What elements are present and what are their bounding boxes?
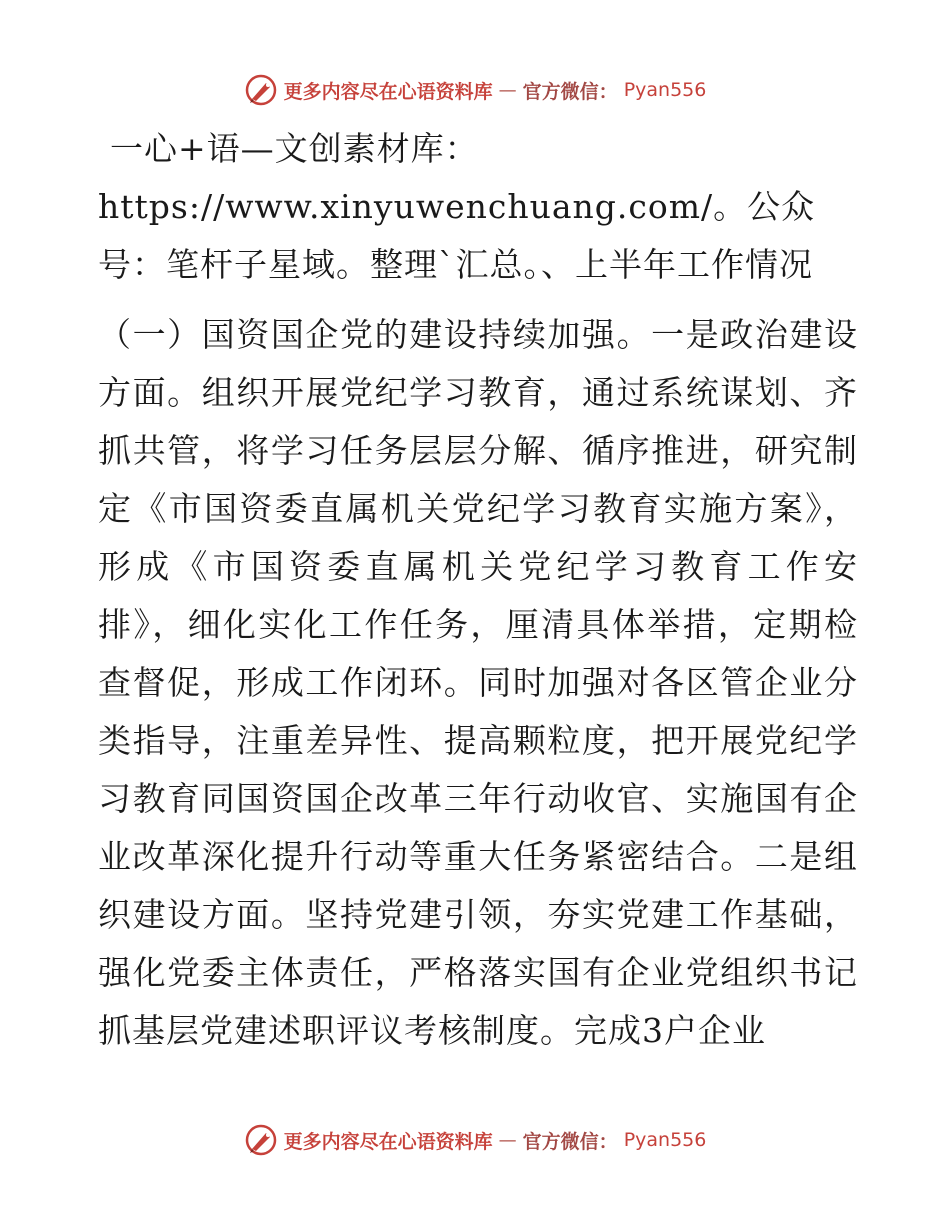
banner-wechat-id: Pyan556 xyxy=(623,1129,707,1151)
section-paragraph: （一）国资国企党的建设持续加强。一是政治建设方面。组织开展党纪学习教育，通过系统谋划、齐抓共管，将学习任务层层分解、循序推进，研究制定《市国资委直属机关党纪学习教育实施方案》，形成《市国资委直属机关党纪学习教育工作安排》，细化实化工作任务，厘清具体举措，定期检查督促，形成工作闭环。同时加强对各区管企业分类指导，注重差异性、提高颗粒度，把开展党纪学习教育同国资国企改革三年行动收官、实施国有企业改革深化提升行动等重大任务紧密结合。二是组织建设方面。坚持党建引领，夯实党建工作基础，强化党委主体责任，严格落实国有企业党组织书记抓基层党建述职评议考核制度。完成3户企业 xyxy=(98,315,858,1050)
banner-separator: — xyxy=(498,1129,517,1151)
banner-wechat-label: 官方微信： xyxy=(522,80,618,103)
banner-wechat-label: 官方微信： xyxy=(522,1130,618,1153)
pen-logo-icon xyxy=(244,73,278,107)
banner-wechat-id: Pyan556 xyxy=(623,79,707,101)
banner-brand-text: 更多内容尽在心语资料库 xyxy=(283,1130,493,1153)
pen-logo-icon xyxy=(244,1123,278,1157)
document-body xyxy=(98,120,858,1060)
header-banner xyxy=(0,70,950,110)
banner-brand-text: 更多内容尽在心语资料库 xyxy=(283,80,493,103)
footer-banner xyxy=(0,1120,950,1160)
banner-separator: — xyxy=(498,79,517,101)
intro-line: 一心+语—文创素材库：https://www.xinyuwenchuang.com/。公众号：笔杆子星域。整理`汇总。、上半年工作情况 xyxy=(98,129,816,284)
